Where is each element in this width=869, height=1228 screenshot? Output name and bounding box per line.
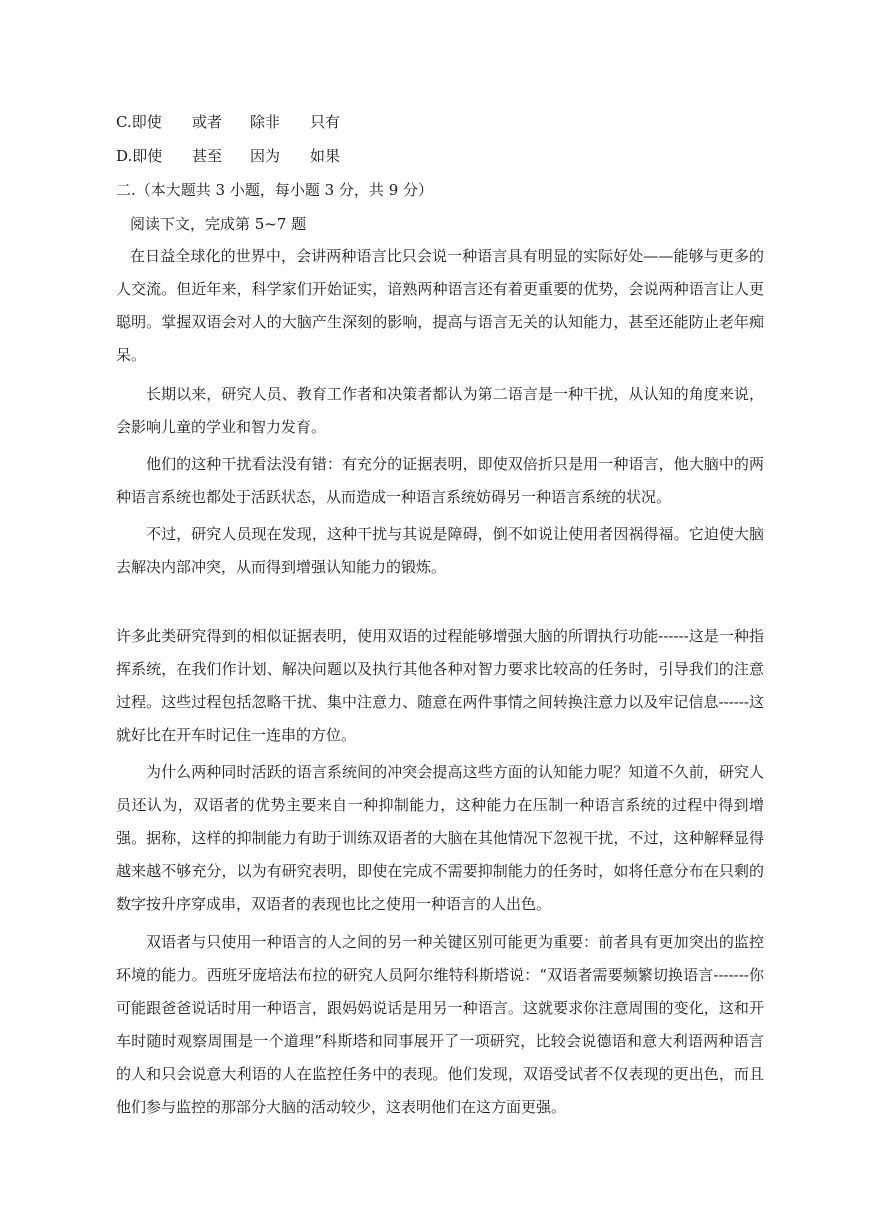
option-c bbox=[116, 112, 340, 132]
paragraph-1: 在日益全球化的世界中，会讲两种语言比只会说一种语言具有明显的实际好处——能够与更多的人交流。但近年来，科学家们开始证实，谙熟两种语言还有着更重要的优势，会说两种语言让人更聪明。掌握双语会对人的大脑产生深刻的影响，提高与语言无关的认知能力，甚至还能防止老年痴呆。 bbox=[116, 247, 764, 364]
option-c-item-2: 除非 bbox=[250, 113, 281, 131]
paragraph-3: 他们的这种干扰看法没有错：有充分的证据表明，即使双倍折只是用一种语言，他大脑中的两种语言系统也都处于活跃状态，从而造成一种语言系统妨碍另一种语言系统的状况。 bbox=[116, 455, 764, 506]
option-c-label: C.即使 bbox=[116, 113, 162, 131]
paragraph-4: 不过，研究人员现在发现，这种干扰与其说是障碍，倒不如说让使用者因祸得福。它迫使大脑去解决内部冲突，从而得到增强认知能力的锻炼。 bbox=[116, 525, 764, 576]
option-d-label: D.即使 bbox=[116, 147, 163, 165]
option-c-item-1: 或者 bbox=[192, 113, 223, 131]
paragraph-6: 为什么两种同时活跃的语言系统间的冲突会提高这些方面的认知能力呢？知道不久前，研究人员还认为，双语者的优势主要来自一种抑制能力，这种能力在压制一种语言系统的过程中得到增强。据称，这样的抑制能力有助于训练双语者的大脑在其他情况下忽视干扰，不过，这种解释显得越来越不够充分，以为有研究表明，即使在完成不需要抑制能力的任务时，如将任意分布在只剩的数字按升序穿成串，双语者的表现也比之使用一种语言的人出色。 bbox=[116, 763, 764, 913]
option-c-item-3: 只有 bbox=[310, 113, 341, 131]
option-d-item-1: 甚至 bbox=[192, 147, 223, 165]
paragraph-7: 双语者与只使用一种语言的人之间的另一种关键区别可能更为重要：前者具有更加突出的监控环境的能力。西班牙庞培法布拉的研究人员阿尔维特科斯塔说：“双语者需要频繁切换语言-------你可能跟爸爸说话时用一种语言，跟妈妈说话是用另一种语言。这就要求你注意周围的变化，这和开车时随时观察周围是一个道理”科斯塔和同事展开了一项研究，比较会说德语和意大利语两种语言的人和只会说意大利语的人在监控任务中的表现。他们发现，双语受试者不仅表现的更出色，而且他们参与监控的那部分大脑的活动较少，这表明他们在这方面更强。 bbox=[116, 933, 764, 1116]
section-heading: 二.（本大题共 3 小题，每小题 3 分，共 9 分） bbox=[116, 181, 434, 199]
option-d bbox=[116, 146, 340, 166]
paragraph-5: 许多此类研究得到的相似证据表明，使用双语的过程能够增强大脑的所谓执行功能------这是一种指挥系统，在我们作计划、解决问题以及执行其他各种对智力要求比较高的任务时，引导我们的注意过程。这些过程包括忽略干扰、集中注意力、随意在两件事情之间转换注意力以及牢记信息------这就好比在开车时记住一连串的方位。 bbox=[116, 627, 764, 744]
paragraph-2: 长期以来，研究人员、教育工作者和决策者都认为第二语言是一种干扰，从认知的角度来说，会影响儿童的学业和智力发育。 bbox=[116, 385, 764, 436]
instruction: 阅读下文，完成第 5~7 题 bbox=[130, 215, 307, 233]
option-d-item-2: 因为 bbox=[250, 147, 281, 165]
option-d-item-3: 如果 bbox=[310, 147, 341, 165]
